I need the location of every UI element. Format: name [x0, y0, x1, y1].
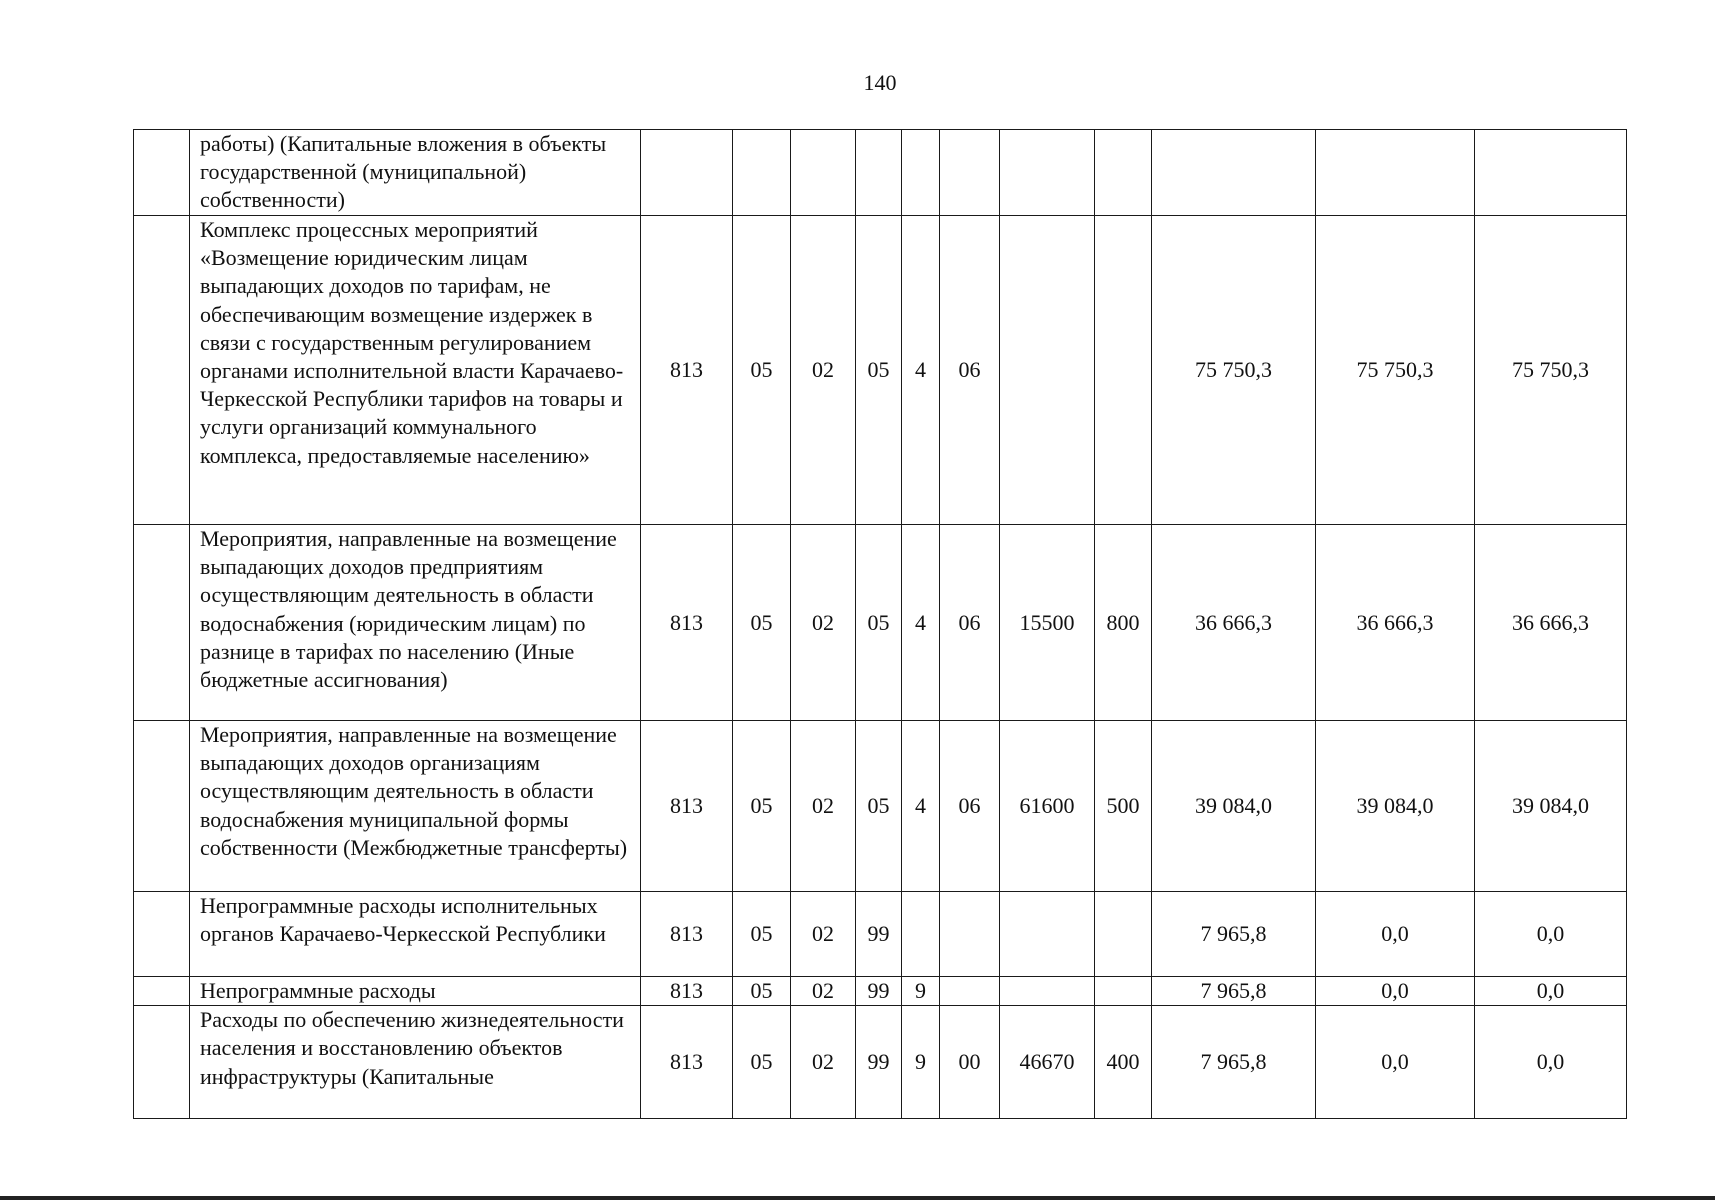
program-code-cell [856, 130, 902, 216]
sum-year-2-cell: 75 750,3 [1316, 216, 1475, 525]
direction-code-cell: 46670 [1000, 1006, 1095, 1119]
direction-code-cell [1000, 216, 1095, 525]
rz-code-cell: 05 [733, 1006, 791, 1119]
budget-table [133, 129, 1627, 1119]
pr-code-cell [791, 130, 856, 216]
table-row [134, 130, 1627, 216]
expense-name-cell: Расходы по обеспечению жизнедеятельности населения и восстановлению объектов инфраструктуры (Капитальные [190, 1006, 641, 1119]
table-row [134, 977, 1627, 1006]
vr-code-cell [1095, 216, 1152, 525]
gr-code-cell: 813 [641, 892, 733, 977]
rz-code-cell: 05 [733, 216, 791, 525]
sum-year-1-cell: 36 666,3 [1152, 525, 1316, 721]
sum-year-3-cell: 0,0 [1475, 977, 1627, 1006]
direction-code-cell [1000, 130, 1095, 216]
direction-code-cell: 15500 [1000, 525, 1095, 721]
sum-year-2-cell: 39 084,0 [1316, 721, 1475, 892]
expense-name-cell: Комплекс процессных мероприятий «Возмещение юридическим лицам выпадающих доходов по тарифам, не обеспечивающим возмещение издержек в связи с государственным регулированием органами исполнительной власти Карачаево-Черкесской Республики тарифов на товары и услуги организаций коммунального комплекса, предоставляемые населению» [190, 216, 641, 525]
expense-name-cell: работы) (Капитальные вложения в объекты государственной (муниципальной) собственности) [190, 130, 641, 216]
program-code-cell: 05 [856, 525, 902, 721]
row-number-cell [134, 721, 190, 892]
subprogram-code-cell: 4 [902, 721, 940, 892]
table-row [134, 721, 1627, 892]
expense-name-cell: Непрограммные расходы [190, 977, 641, 1006]
measure-code-cell [940, 892, 1000, 977]
pr-code-cell: 02 [791, 721, 856, 892]
direction-code-cell [1000, 892, 1095, 977]
expense-name-cell: Непрограммные расходы исполнительных органов Карачаево-Черкесской Республики [190, 892, 641, 977]
rz-code-cell [733, 130, 791, 216]
pr-code-cell: 02 [791, 977, 856, 1006]
sum-year-3-cell: 0,0 [1475, 1006, 1627, 1119]
table-row [134, 892, 1627, 977]
gr-code-cell: 813 [641, 216, 733, 525]
row-number-cell [134, 977, 190, 1006]
expense-name-cell: Мероприятия, направленные на возмещение выпадающих доходов организациям осуществляющим деятельность в области водоснабжения муниципальной формы собственности (Межбюджетные трансферты) [190, 721, 641, 892]
sum-year-1-cell [1152, 130, 1316, 216]
measure-code-cell [940, 977, 1000, 1006]
vr-code-cell: 500 [1095, 721, 1152, 892]
subprogram-code-cell [902, 130, 940, 216]
direction-code-cell [1000, 977, 1095, 1006]
measure-code-cell: 06 [940, 216, 1000, 525]
sum-year-2-cell: 0,0 [1316, 892, 1475, 977]
sum-year-2-cell: 36 666,3 [1316, 525, 1475, 721]
gr-code-cell: 813 [641, 1006, 733, 1119]
measure-code-cell: 06 [940, 721, 1000, 892]
sum-year-1-cell: 7 965,8 [1152, 977, 1316, 1006]
sum-year-2-cell: 0,0 [1316, 1006, 1475, 1119]
gr-code-cell: 813 [641, 721, 733, 892]
rz-code-cell: 05 [733, 892, 791, 977]
gr-code-cell [641, 130, 733, 216]
program-code-cell: 99 [856, 892, 902, 977]
rz-code-cell: 05 [733, 525, 791, 721]
subprogram-code-cell: 4 [902, 525, 940, 721]
gr-code-cell: 813 [641, 977, 733, 1006]
rz-code-cell: 05 [733, 977, 791, 1006]
program-code-cell: 99 [856, 1006, 902, 1119]
measure-code-cell: 06 [940, 525, 1000, 721]
table-row [134, 1006, 1627, 1119]
vr-code-cell [1095, 977, 1152, 1006]
pr-code-cell: 02 [791, 525, 856, 721]
row-number-cell [134, 525, 190, 721]
sum-year-2-cell [1316, 130, 1475, 216]
subprogram-code-cell [902, 892, 940, 977]
sum-year-1-cell: 75 750,3 [1152, 216, 1316, 525]
vr-code-cell [1095, 130, 1152, 216]
program-code-cell: 05 [856, 216, 902, 525]
sum-year-1-cell: 7 965,8 [1152, 892, 1316, 977]
pr-code-cell: 02 [791, 1006, 856, 1119]
subprogram-code-cell: 4 [902, 216, 940, 525]
scan-edge [0, 1196, 1715, 1200]
sum-year-1-cell: 7 965,8 [1152, 1006, 1316, 1119]
rz-code-cell: 05 [733, 721, 791, 892]
sum-year-3-cell: 75 750,3 [1475, 216, 1627, 525]
row-number-cell [134, 1006, 190, 1119]
sum-year-3-cell: 39 084,0 [1475, 721, 1627, 892]
row-number-cell [134, 892, 190, 977]
pr-code-cell: 02 [791, 216, 856, 525]
sum-year-3-cell [1475, 130, 1627, 216]
vr-code-cell: 400 [1095, 1006, 1152, 1119]
row-number-cell [134, 130, 190, 216]
measure-code-cell [940, 130, 1000, 216]
table-row [134, 525, 1627, 721]
measure-code-cell: 00 [940, 1006, 1000, 1119]
table-row [134, 216, 1627, 525]
pr-code-cell: 02 [791, 892, 856, 977]
program-code-cell: 05 [856, 721, 902, 892]
sum-year-3-cell: 0,0 [1475, 892, 1627, 977]
row-number-cell [134, 216, 190, 525]
subprogram-code-cell: 9 [902, 1006, 940, 1119]
gr-code-cell: 813 [641, 525, 733, 721]
sum-year-1-cell: 39 084,0 [1152, 721, 1316, 892]
page-number: 140 [863, 70, 897, 95]
sum-year-2-cell: 0,0 [1316, 977, 1475, 1006]
vr-code-cell: 800 [1095, 525, 1152, 721]
sum-year-3-cell: 36 666,3 [1475, 525, 1627, 721]
subprogram-code-cell: 9 [902, 977, 940, 1006]
program-code-cell: 99 [856, 977, 902, 1006]
direction-code-cell: 61600 [1000, 721, 1095, 892]
vr-code-cell [1095, 892, 1152, 977]
expense-name-cell: Мероприятия, направленные на возмещение выпадающих доходов предприятиям осуществляющим деятельность в области водоснабжения (юридическим лицам) по разнице в тарифах по населению (Иные бюджетные ассигнования) [190, 525, 641, 721]
